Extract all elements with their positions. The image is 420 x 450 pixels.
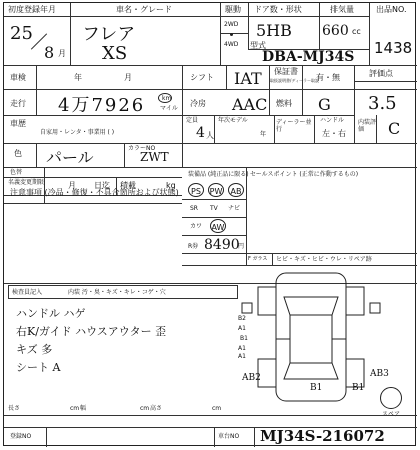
- fuel-label: 燃料: [276, 99, 292, 108]
- dealer-label: ディーラー並行: [276, 119, 312, 133]
- listing-no-label: 出品NO.: [376, 5, 407, 14]
- color-change-label: 色替: [10, 169, 23, 176]
- model-type-label: 型式: [250, 41, 266, 50]
- recycle-label: R券: [188, 243, 199, 250]
- notes-label: 注意事項 (冷品・修復・不具合箇所および状態): [10, 188, 179, 197]
- color-no-label: カラーNO: [128, 145, 156, 152]
- equip-line: [182, 235, 246, 236]
- row-label-divider: [36, 65, 37, 115]
- row-line: [4, 203, 182, 204]
- capacity-unit: 人: [206, 131, 214, 140]
- spare-label: スペア: [382, 411, 401, 418]
- inspector-note-2: 右K/ガイド ハウスアウター 歪: [16, 325, 167, 338]
- interior-value: C: [388, 119, 401, 138]
- row-line: [4, 177, 182, 178]
- reg-no-label: 登録NO: [10, 433, 32, 440]
- fuel-value: G: [318, 95, 331, 114]
- loading-unit: kg: [166, 181, 176, 190]
- drive-mark: [230, 33, 233, 36]
- diagram-mark-ab2: AB2: [242, 373, 261, 383]
- warranty-label: 保証書: [274, 67, 298, 76]
- annual-model-label: 年次モデル: [218, 117, 248, 124]
- diagram-mark-a1: A1: [238, 345, 246, 352]
- car-history-sub: 自家用・レンタ・事業用 ( ): [40, 129, 115, 136]
- equip-line: [182, 217, 246, 218]
- first-reg-label: 初度登録年月: [8, 5, 56, 14]
- inspection-label: 車検: [10, 73, 26, 82]
- km-circle: [158, 93, 172, 103]
- displacement-label: 排気量: [330, 5, 354, 14]
- width-label: 幅: [80, 405, 87, 412]
- displacement-value: 660: [322, 23, 349, 39]
- equip-aw: AW: [211, 223, 225, 232]
- row-label-divider: [36, 143, 37, 167]
- yen-unit: 円: [238, 243, 245, 250]
- diagram-mark-b1: B1: [240, 335, 248, 342]
- drive-divider: [220, 33, 248, 34]
- sales-point-title: セールスポイント (正常に作動するもの): [250, 171, 359, 178]
- footer-divider: [214, 427, 215, 447]
- reg-year: 25: [10, 23, 33, 44]
- equip-divider: [246, 167, 247, 265]
- row-line: [4, 89, 417, 90]
- diagram-mark-b2: B2: [238, 315, 246, 322]
- drive-label: 駆動: [225, 5, 241, 14]
- diagram-mark-ab3: AB3: [370, 369, 389, 379]
- col-divider: [274, 115, 275, 143]
- length-label: 長さ: [8, 405, 21, 412]
- warranty-sub: 取扱説明書/ディーラー取説: [270, 78, 320, 83]
- row-line: [4, 115, 354, 116]
- footer-top-line: [4, 415, 417, 416]
- handle-value: 左・右: [322, 129, 346, 138]
- col-divider: [182, 65, 183, 167]
- footer-divider: [254, 427, 255, 447]
- equip-line: [182, 253, 417, 254]
- color-value: パール: [46, 148, 94, 167]
- interior-label: 内装評価: [358, 119, 377, 133]
- mileage-unit: km: [162, 95, 172, 102]
- equip-ps: PS: [191, 187, 201, 196]
- auction-inspection-sheet: [3, 2, 416, 446]
- car-name: フレア: [82, 24, 136, 45]
- ac-label: 冷房: [190, 99, 206, 108]
- inspector-note-1: ハンドル ハゲ: [16, 307, 86, 320]
- header-divider: [70, 3, 71, 65]
- wheel-front-right: [346, 287, 364, 315]
- height-label: 高さ: [150, 405, 163, 412]
- handle-label: ハンドル: [320, 117, 345, 124]
- door-label: ドア数・形状: [254, 5, 302, 14]
- header-divider: [369, 3, 370, 65]
- annual-model-unit: 年: [260, 131, 267, 138]
- mirror-right: [370, 303, 380, 313]
- drive-4wd: 4WD: [224, 41, 239, 48]
- car-body-outline: [276, 273, 346, 401]
- mileage-label: 走行: [10, 99, 26, 108]
- model-grade-label: 車名・グレード: [116, 5, 172, 14]
- equip-tv: TV: [210, 205, 218, 212]
- windshield: [284, 297, 338, 315]
- inspection-month-unit: 月: [124, 73, 132, 82]
- col-divider: [302, 65, 303, 115]
- diagram-mark-a1: A1: [238, 353, 246, 360]
- chassis-value: MJ34S-216072: [260, 427, 385, 445]
- wheel-front-left: [258, 287, 276, 315]
- equip-pw: PW: [209, 187, 223, 196]
- recycle-value: 8490: [204, 237, 240, 253]
- col-divider: [269, 65, 270, 115]
- equip-line: [182, 199, 246, 200]
- diagram-mark-b1: B1: [310, 383, 323, 393]
- length-unit: cm: [70, 405, 80, 412]
- height-unit: cm: [212, 405, 222, 412]
- equip-leather: カワ: [190, 223, 203, 230]
- car-history-label: 車歴: [10, 119, 26, 128]
- rear-window: [284, 363, 338, 379]
- mileage-value: 4万7926: [58, 95, 146, 116]
- col-divider: [314, 115, 315, 143]
- header-label-line: [4, 16, 369, 17]
- mirror-left: [242, 303, 252, 313]
- inspector-title: 検査員記入: [12, 289, 43, 296]
- width-unit: cm: [140, 405, 150, 412]
- name-change-month-unit: 月: [68, 181, 76, 190]
- name-change-label: 名義変更期限: [8, 179, 45, 186]
- col-divider: [376, 115, 377, 143]
- drive-2wd: 2WD: [224, 21, 239, 28]
- equip-line: [182, 265, 417, 266]
- col-divider: [214, 115, 215, 143]
- glass-divider: [272, 253, 273, 265]
- equipment-title: 装備品 (純正品に限る): [188, 171, 249, 178]
- inspection-year-unit: 年: [74, 73, 82, 82]
- header-divider: [220, 3, 221, 65]
- glass-label: F ガラス: [248, 256, 268, 262]
- row-line: [4, 143, 417, 144]
- diagram-mark-a1: A1: [238, 325, 246, 332]
- door-shape: 5HB: [256, 21, 292, 40]
- color-label: 色: [14, 149, 22, 158]
- shift-label: シフト: [190, 73, 214, 82]
- chassis-label: 車台NO: [218, 433, 240, 440]
- header-bottom-line: [4, 65, 417, 66]
- shift-value: IAT: [234, 69, 262, 88]
- inspector-note-3: キズ 多: [16, 343, 53, 356]
- warranty-value: 有・無: [316, 73, 340, 82]
- spare-tire-icon: [380, 387, 402, 409]
- glass-options: ヒビ・キズ・ヒビ・ウレ・リペア跡: [276, 256, 372, 263]
- footer-divider: [46, 427, 47, 447]
- equip-ab: AB: [230, 187, 242, 196]
- col-divider: [124, 143, 125, 167]
- header-divider: [319, 3, 320, 49]
- cc-unit: cc: [352, 27, 361, 36]
- score-value: 3.5: [368, 93, 397, 114]
- reg-month: 8: [44, 43, 55, 62]
- header-divider: [248, 3, 249, 49]
- equip-navi: ナビ: [228, 205, 241, 212]
- month-unit: 月: [58, 49, 66, 58]
- model-type-value: DBA-MJ34S: [262, 49, 355, 65]
- name-change-date-unit: 日迄: [94, 181, 110, 190]
- grade: XS: [102, 43, 128, 64]
- inspector-note-4: シート A: [16, 361, 61, 374]
- capacity-value: 4: [196, 125, 205, 141]
- score-label-line: [354, 81, 417, 82]
- mile-unit: マイル: [160, 105, 178, 112]
- capacity-label: 定員: [186, 117, 199, 124]
- ac-value: AAC: [232, 95, 268, 114]
- col-divider: [354, 65, 355, 143]
- loading-label: 積載: [120, 181, 136, 190]
- listing-no: 1438: [374, 39, 413, 57]
- col-divider: [226, 65, 227, 90]
- inspector-options: 内装 汚・臭・キズ・キレ・コゲ・穴: [68, 289, 166, 296]
- score-label: 評価点: [369, 69, 393, 78]
- color-no-value: ZWT: [140, 150, 169, 164]
- equip-sr: SR: [190, 205, 198, 212]
- diagram-mark-b1: B1: [352, 383, 365, 393]
